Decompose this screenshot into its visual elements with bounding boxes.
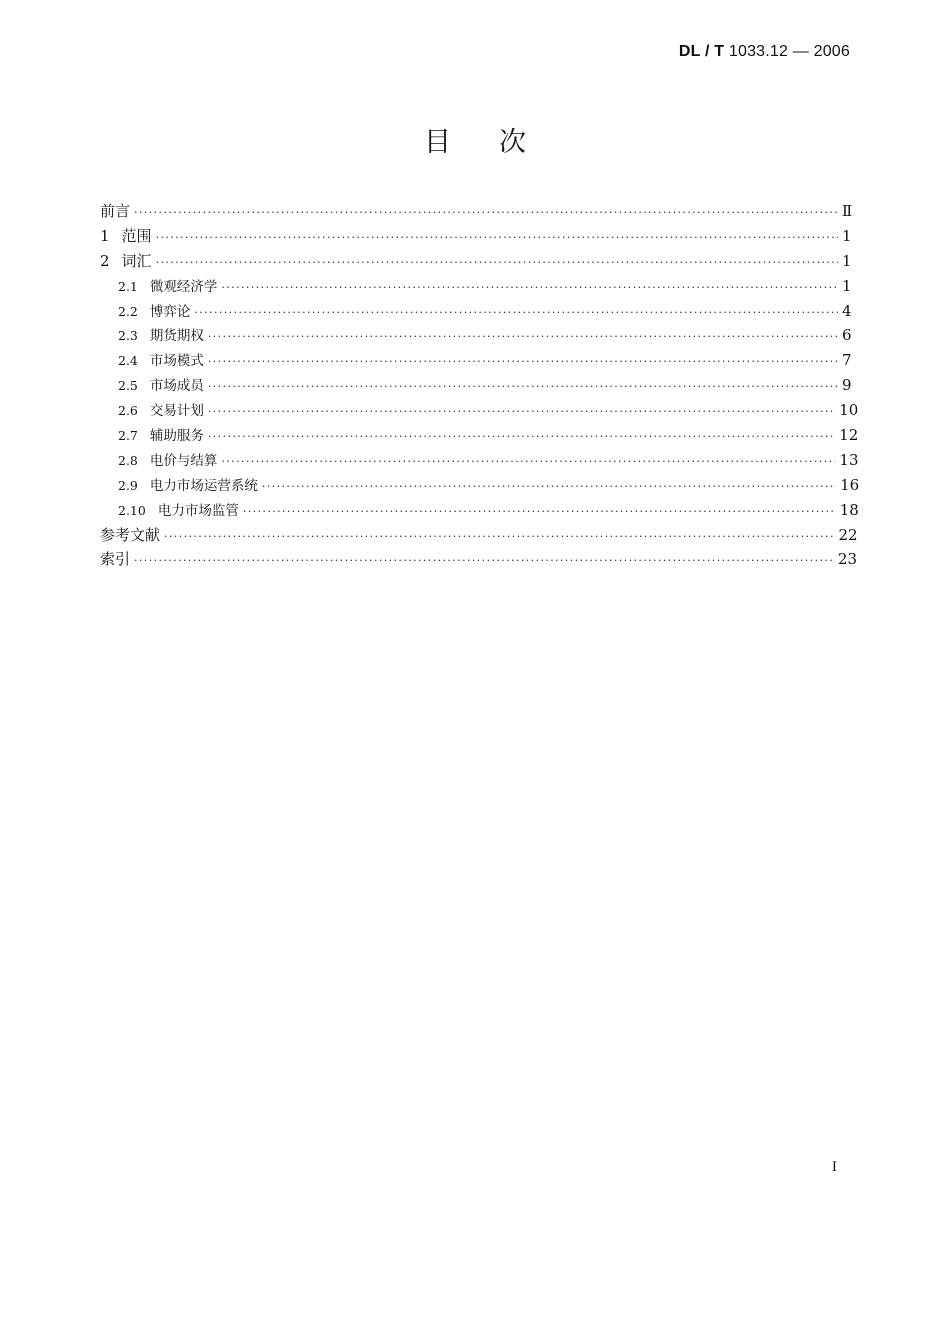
toc-entry-title: 索引 [100,550,131,569]
toc-entry-page: 10 [839,401,859,420]
toc-entry-page: 16 [840,475,860,494]
toc-dot-leader [243,505,836,518]
toc-entry-number: 2 [100,251,110,270]
toc-entry[interactable] [100,524,858,549]
toc-dot-leader [156,256,838,269]
toc-entry-page: Ⅱ [842,202,853,220]
toc-entry-title: 辅助服务 [149,428,204,445]
toc-entry-page: 22 [838,525,858,544]
toc-entry-title: 电价与结算 [149,452,218,469]
toc-entry[interactable] [100,374,850,399]
toc-entry-page: 6 [842,326,852,345]
toc-dot-leader [134,206,838,219]
toc-dot-leader [164,530,834,543]
toc-entry-page: 13 [839,450,859,469]
toc-entry-page: 12 [839,426,859,445]
toc-entry-title: 交易计划 [149,403,204,420]
standard-prefix: DL / T [678,43,725,60]
toc-dot-leader [156,231,838,244]
toc-entry-page: 1 [842,251,852,270]
standard-number: 1033.12 — 2006 [728,43,850,60]
toc-entry[interactable] [100,499,859,524]
toc-dot-leader [262,480,836,493]
toc-entry-page: 23 [837,550,858,569]
toc-entry-number: 1 [100,226,110,245]
toc-dot-leader [208,330,838,343]
toc-dot-leader [194,306,838,319]
toc-entry-page: 4 [842,301,852,320]
toc-entry[interactable] [100,324,850,349]
toc-entry[interactable] [100,449,859,474]
toc-entry-page: 1 [842,276,852,295]
toc-entry-title: 电力市场运营系统 [149,477,258,494]
toc-entry-title: 市场模式 [149,353,204,370]
toc-entry[interactable] [100,275,850,300]
toc-entry-number: 2.5 [118,378,138,394]
toc-entry-page: 18 [839,500,859,519]
page-title: 目次 [424,127,574,158]
toc-entry[interactable] [100,300,850,325]
toc-entry-number: 2.7 [118,428,138,444]
toc-entry-title: 期货期权 [149,328,204,345]
toc-entry-title: 微观经济学 [149,278,218,295]
toc-entry-title: 博弈论 [149,303,191,320]
toc-dot-leader [221,281,838,294]
toc-entry-page: 7 [842,351,852,370]
toc-entry-title: 范围 [121,226,152,245]
toc-dot-leader [208,430,835,443]
toc-entry-number: 2.10 [118,502,146,518]
toc-dot-leader [134,554,834,567]
standard-code [679,43,850,61]
toc-entry-title: 电力市场监管 [157,502,239,519]
toc-entry-number: 2.3 [118,328,138,344]
toc-entry[interactable] [100,474,860,499]
toc-entry[interactable] [100,424,859,449]
toc-entry-page: 9 [842,376,852,395]
toc-entry-number: 2.4 [118,353,138,369]
toc-entry[interactable] [100,225,850,250]
toc-entry[interactable] [100,399,859,424]
page-number: I [831,1160,837,1175]
toc-entry-title: 前言 [100,202,131,220]
toc-entry-title: 市场成员 [149,378,204,395]
toc-entry-number: 2.6 [118,403,138,419]
toc-dot-leader [208,405,835,418]
toc-entry[interactable] [100,200,853,225]
toc-dot-leader [208,380,838,393]
toc-dot-leader [221,455,835,468]
toc-entry-number: 2.2 [118,303,138,319]
toc-entry-title: 参考文献 [100,525,161,544]
toc-entry[interactable] [100,349,850,374]
toc-entry[interactable] [100,548,858,573]
toc-entry-title: 词汇 [121,251,152,270]
toc-entry[interactable] [100,250,850,275]
toc-dot-leader [208,355,838,368]
table-of-contents [100,200,860,573]
toc-entry-number: 2.9 [118,477,138,493]
toc-entry-number: 2.8 [118,452,138,468]
toc-entry-number: 2.1 [118,278,138,294]
toc-entry-page: 1 [842,226,852,245]
